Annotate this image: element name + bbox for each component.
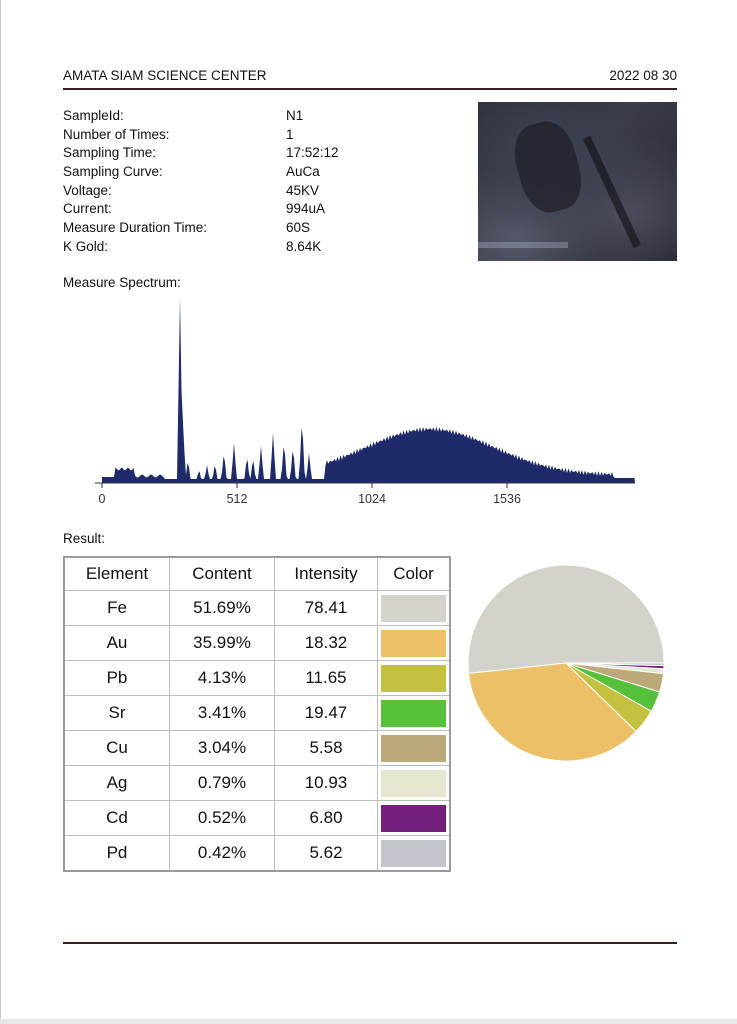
spectrum-title: Measure Spectrum: <box>63 275 181 290</box>
result-table <box>63 556 451 872</box>
table-row <box>64 661 450 696</box>
color-cell <box>378 696 451 731</box>
report-date: 2022 08 30 <box>609 68 677 83</box>
color-swatch <box>381 665 446 692</box>
table-row <box>64 591 450 626</box>
color-cell <box>378 766 451 801</box>
table-row <box>64 801 450 836</box>
info-row-k-gold <box>63 238 443 257</box>
tick-label-512: 512 <box>226 492 248 506</box>
info-value: 60S <box>286 220 311 236</box>
sample-info <box>63 107 443 257</box>
color-swatch <box>381 700 446 727</box>
header-rule <box>63 88 677 90</box>
info-row-voltage <box>63 182 443 201</box>
tick-label-1024: 1024 <box>358 492 386 506</box>
element-cell: Fe <box>64 591 170 626</box>
report-header <box>63 68 677 88</box>
content-cell: 0.79% <box>170 766 275 801</box>
color-cell <box>378 801 451 836</box>
composition-pie-chart <box>466 563 670 767</box>
pie-slices <box>468 565 664 761</box>
table-row <box>64 731 450 766</box>
element-cell: Pb <box>64 661 170 696</box>
intensity-cell: 10.93 <box>275 766 378 801</box>
info-value: 994uA <box>286 201 326 217</box>
info-value: 8.64K <box>286 238 322 254</box>
page-bottom-edge <box>0 1019 737 1024</box>
column-header-element: Element <box>64 557 170 591</box>
table-row <box>64 626 450 661</box>
photo-shadow <box>507 116 588 218</box>
info-row-number-of-times <box>63 126 443 145</box>
content-cell: 3.04% <box>170 731 275 766</box>
organization-name: AMATA SIAM SCIENCE CENTER <box>63 68 267 83</box>
element-cell: Au <box>64 626 170 661</box>
column-header-content: Content <box>170 557 275 591</box>
content-cell: 0.42% <box>170 836 275 872</box>
info-value: 1 <box>286 126 294 142</box>
column-header-color: Color <box>378 557 451 591</box>
photo-crack <box>583 136 641 248</box>
info-row-sampling-curve <box>63 163 443 182</box>
info-row-sampling-time <box>63 144 443 163</box>
info-value: AuCa <box>286 164 320 180</box>
info-label: K Gold: <box>63 238 109 254</box>
info-label: Sampling Time: <box>63 145 157 161</box>
table-row <box>64 836 450 872</box>
table-row <box>64 696 450 731</box>
info-label: Voltage: <box>63 182 112 198</box>
element-cell: Pd <box>64 836 170 872</box>
info-value: 17:52:12 <box>286 145 339 161</box>
info-label: Number of Times: <box>63 126 170 142</box>
color-cell <box>378 626 451 661</box>
element-cell: Cd <box>64 801 170 836</box>
tick-label-1536: 1536 <box>493 492 521 506</box>
info-label: SampleId: <box>63 108 124 123</box>
info-row-duration <box>63 219 443 238</box>
content-cell: 4.13% <box>170 661 275 696</box>
measure-spectrum-chart <box>95 295 645 515</box>
info-label: Sampling Curve: <box>63 164 163 180</box>
info-label: Measure Duration Time: <box>63 220 208 236</box>
color-swatch <box>381 630 446 657</box>
color-swatch <box>381 840 446 867</box>
color-swatch <box>381 735 446 762</box>
element-cell: Sr <box>64 696 170 731</box>
intensity-cell: 18.32 <box>275 626 378 661</box>
column-header-intensity: Intensity <box>275 557 378 591</box>
info-value: N1 <box>286 108 304 123</box>
info-row-sample-id <box>63 107 443 126</box>
info-value: 45KV <box>286 182 320 198</box>
content-cell: 51.69% <box>170 591 275 626</box>
intensity-cell: 5.62 <box>275 836 378 872</box>
table-header-row <box>64 557 450 591</box>
color-swatch <box>381 770 446 797</box>
intensity-cell: 5.58 <box>275 731 378 766</box>
color-swatch <box>381 805 446 832</box>
element-cell: Ag <box>64 766 170 801</box>
photo-glint <box>478 242 568 248</box>
color-cell <box>378 661 451 696</box>
color-cell <box>378 836 451 872</box>
page-edge <box>0 0 1 1024</box>
intensity-cell: 19.47 <box>275 696 378 731</box>
intensity-cell: 6.80 <box>275 801 378 836</box>
spectrum-fill <box>102 298 635 483</box>
element-cell: Cu <box>64 731 170 766</box>
content-cell: 3.41% <box>170 696 275 731</box>
sample-photo <box>478 102 677 261</box>
intensity-cell: 11.65 <box>275 661 378 696</box>
table-row <box>64 766 450 801</box>
pie-slice-fe <box>468 565 664 673</box>
tick-label-0: 0 <box>98 492 106 506</box>
color-cell <box>378 731 451 766</box>
content-cell: 35.99% <box>170 626 275 661</box>
intensity-cell: 78.41 <box>275 591 378 626</box>
info-label: Current: <box>63 201 112 217</box>
content-cell: 0.52% <box>170 801 275 836</box>
info-row-current <box>63 200 443 219</box>
footer-rule <box>63 942 677 944</box>
color-cell <box>378 591 451 626</box>
result-title: Result: <box>63 531 106 546</box>
color-swatch <box>381 595 446 622</box>
